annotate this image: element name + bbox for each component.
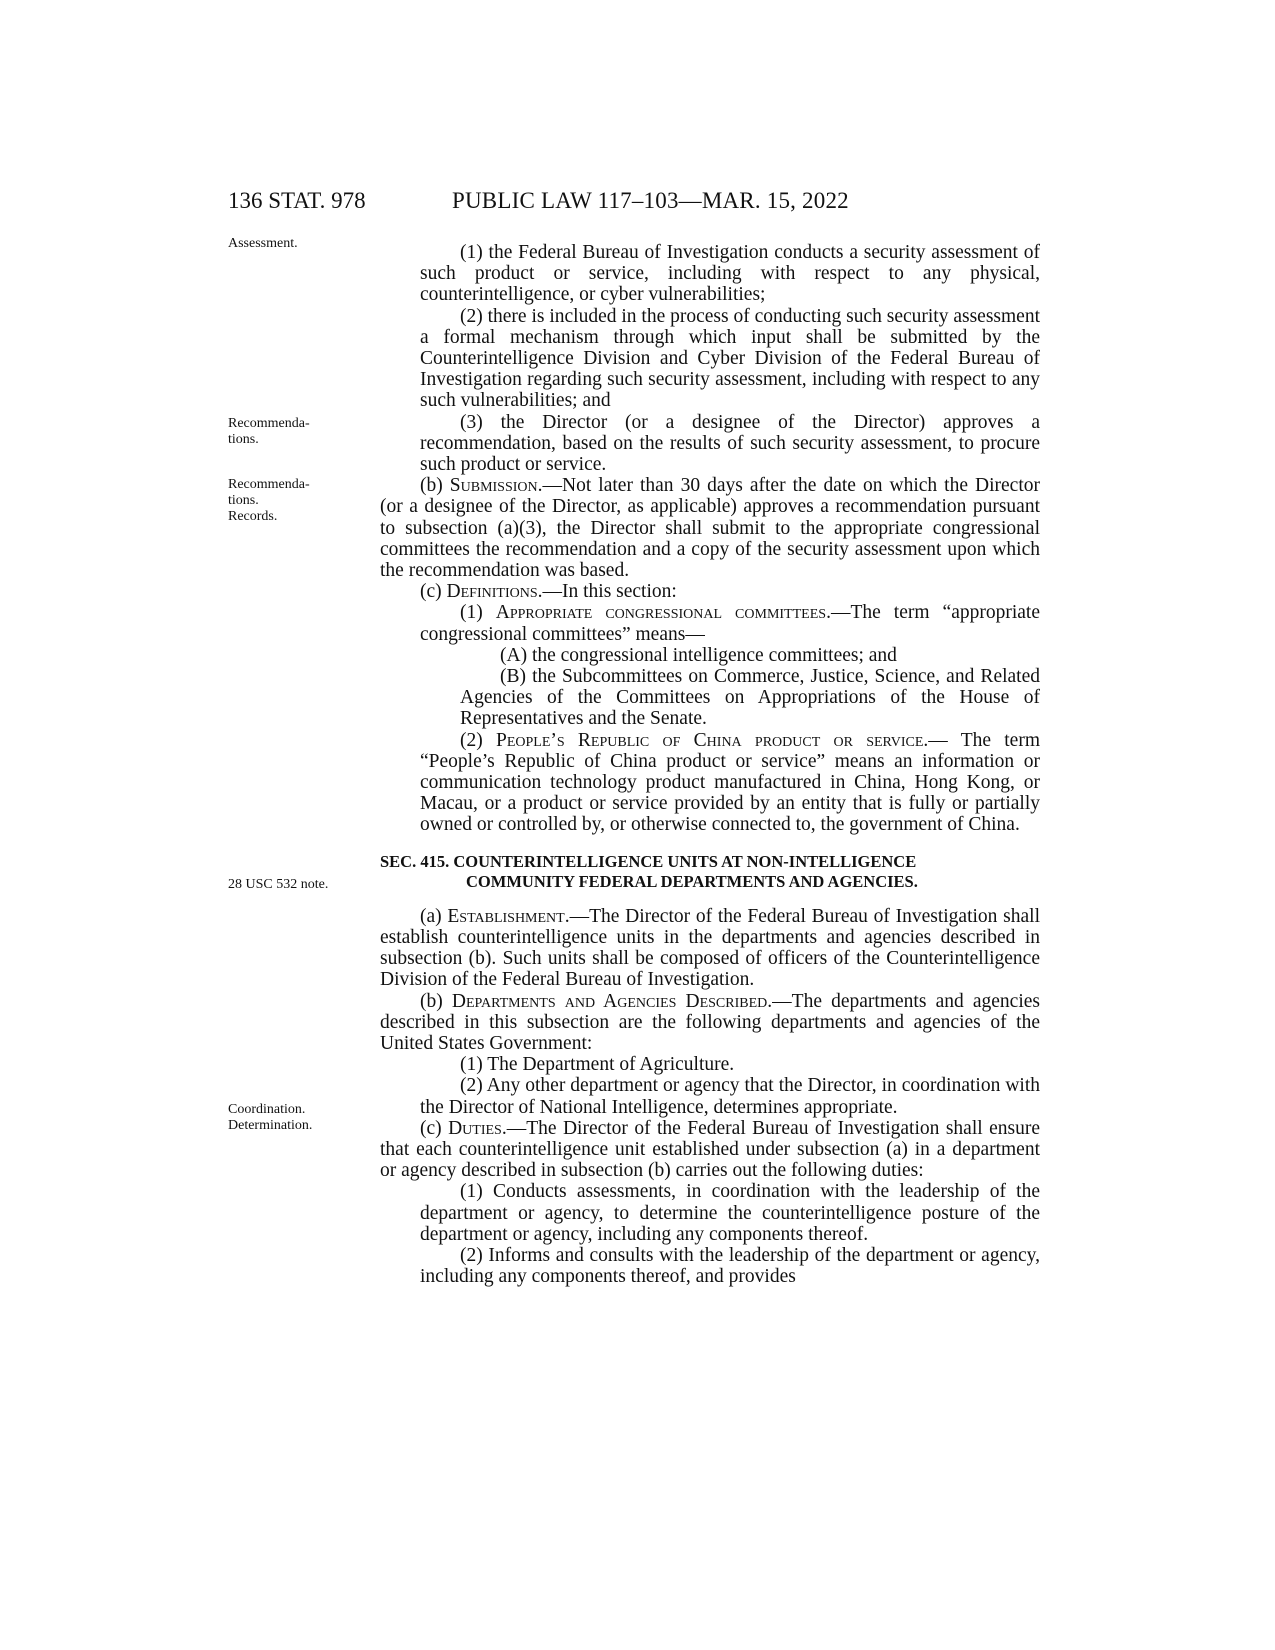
document-body (380, 242, 1040, 1287)
page-title: PUBLIC LAW 117–103—MAR. 15, 2022 (452, 188, 849, 213)
margin-note-usc (228, 877, 368, 893)
heading: Appropriate congressional committees (495, 602, 827, 624)
page-reference: 136 STAT. 978 (228, 188, 366, 213)
section-415-heading (380, 852, 1040, 892)
paragraph-b-submission (380, 475, 1040, 581)
paragraph-c1B: (B) the Subcommittees on Commerce, Justice, Science, and Related Agencies of the Committees on Appropriations of the House of Representatives and the Senate. (460, 666, 1040, 730)
paragraph-c1A: (A) the congressional intelligence committees; and (500, 644, 897, 666)
heading: People’s Republic of China product or service (496, 729, 924, 751)
section-heading-line1: SEC. 415. COUNTERINTELLIGENCE UNITS AT NON-INTELLIGENCE (380, 851, 917, 871)
sec415-paragraph-b (380, 991, 1040, 1055)
margin-note-line: tions. (228, 432, 259, 447)
margin-note-recommendations-records (228, 477, 368, 525)
paragraph-a3: (3) the Director (or a designee of the Director) approves a recommendation, based on the results of such security assessment, to procure such product or service. (420, 411, 1040, 476)
sec415-paragraph-b2: (2) Any other department or agency that the Director, in coordination with the Director of National Intelligence, determines appropriate. (420, 1075, 1040, 1118)
text: .— The term “People’s Republic of China product or service” means an information or communication technology product manufactured in China, Hong Kong, or Macau, or a product or service provided by an entity that is fully or partially owned or controlled by, or otherwise connected to, the government of China. (420, 729, 1040, 836)
text: .—The Director of the Federal Bureau of Investigation shall ensure that each counterintelligence unit established under subsection (a) in a department or agency described in subsection (b) carries out the following duties: (380, 1117, 1040, 1182)
heading: Submission (449, 475, 538, 497)
label: (c) (420, 1117, 449, 1139)
margin-note-line: Recommenda- (228, 477, 310, 492)
margin-note-assessment (228, 236, 368, 252)
label: (c) (420, 581, 447, 603)
margin-note-line: Recommenda- (228, 416, 310, 431)
heading: Departments and Agencies Described (451, 990, 768, 1012)
margin-note-coordination (228, 1102, 368, 1134)
heading: Duties (448, 1117, 502, 1139)
margin-note-line: Determination. (228, 1118, 313, 1133)
label: (a) (420, 905, 448, 927)
sec415-paragraph-c1: (1) Conducts assessments, in coordination with the leadership of the department or agency, to determine the counterintelligence posture of the department or agency, including any components thereof. (420, 1181, 1040, 1245)
margin-note-recommendations (228, 416, 368, 448)
label: (b) (420, 990, 452, 1012)
text: .—The Director of the Federal Bureau of Investigation shall establish counterintelligence units in the departments and agencies described in subsection (b). Such units shall be composed of officers of the Counterintelligence Division of the Federal Bureau of Investigation. (380, 905, 1040, 991)
text: .—The departments and agencies described in this subsection are the following departments and agencies of the United States Government: (380, 990, 1040, 1054)
page-header (0, 188, 1275, 218)
paragraph-a2: (2) there is included in the process of conducting such security assessment a formal mechanism through which input shall be submitted by the Counterintelligence Division and Cyber Division of the Federal Bureau of Investigation regarding such security assessment, including with respect to any such vulnerabilities; and (420, 305, 1040, 412)
text: .—In this section: (537, 581, 677, 603)
margin-note-line: Coordination. (228, 1102, 306, 1117)
label: (b) (420, 475, 450, 497)
section-heading-line2: COMMUNITY FEDERAL DEPARTMENTS AND AGENCIES. (466, 871, 918, 891)
label: (1) (460, 602, 496, 624)
margin-note-line: tions. (228, 493, 259, 508)
sec415-paragraph-c2: (2) Informs and consults with the leadership of the department or agency, including any components thereof, and provides (420, 1244, 1040, 1288)
text: .—Not later than 30 days after the date on which the Director (or a designee of the Director, as applicable) approves a recommendation pursuant to subsection (a)(3), the Director shall submit to the appropriate congressional committees the recommendation and a copy of the security assessment upon which the recommendation was based. (380, 475, 1040, 582)
paragraph-a1: (1) the Federal Bureau of Investigation conducts a security assessment of such product or service, including with respect to any physical, counterintelligence, or cyber vulnerabilities; (420, 242, 1040, 306)
paragraph-c1 (380, 602, 1040, 644)
margin-note-line: 28 USC 532 note. (228, 877, 329, 892)
sec415-paragraph-a (380, 906, 1040, 991)
paragraph-c-definitions (380, 581, 1040, 602)
heading: Definitions (446, 581, 538, 603)
sec415-paragraph-b1: (1) The Department of Agriculture. (460, 1054, 735, 1076)
margin-note-line: Assessment. (228, 236, 298, 251)
paragraph-c2 (380, 730, 1040, 836)
label: (2) (460, 729, 496, 751)
sec415-paragraph-c (380, 1118, 1040, 1182)
margin-note-line: Records. (228, 509, 278, 524)
text: .—The term “appropriate congressional committees” means— (420, 602, 1040, 645)
heading: Establishment (447, 905, 565, 927)
